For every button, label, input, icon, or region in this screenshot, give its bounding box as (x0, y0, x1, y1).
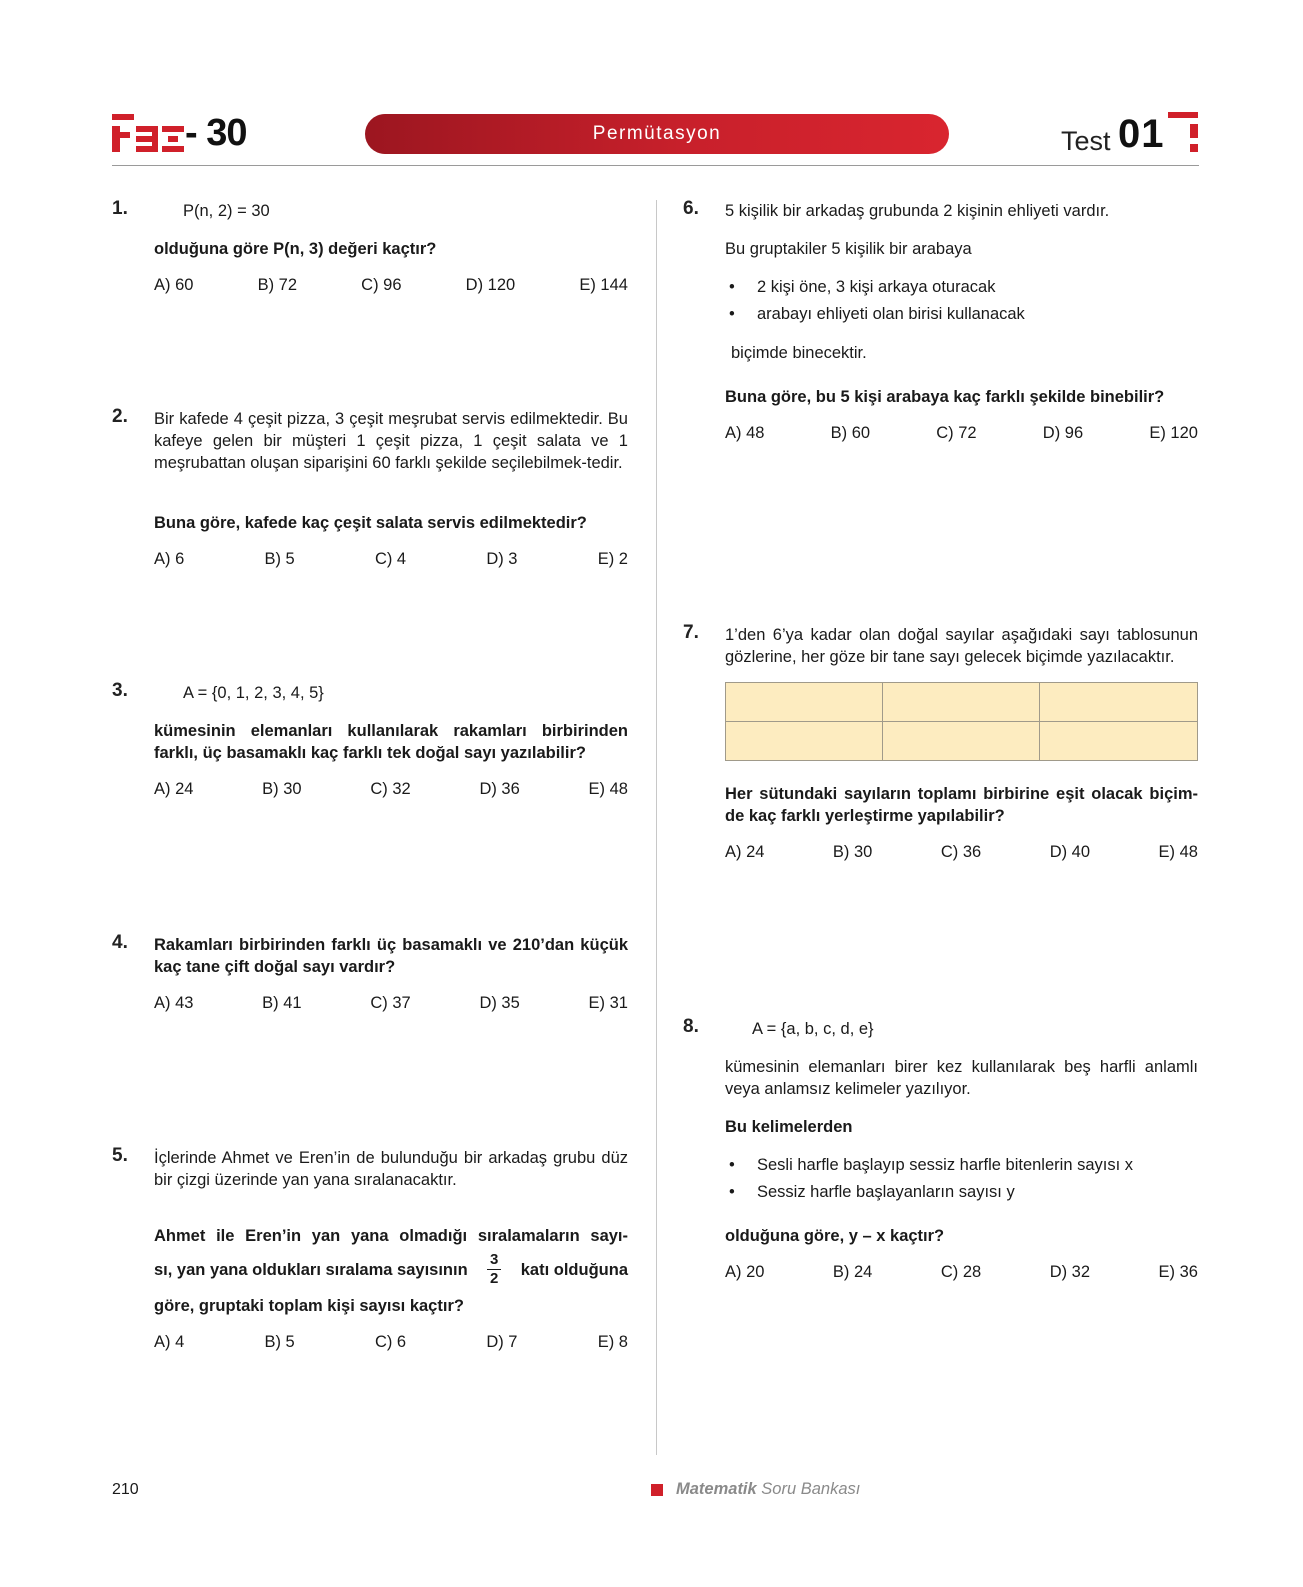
option-e[interactable]: E) 48 (588, 780, 628, 798)
question-prompt-line1: Ahmet ile Eren’in yan yana olmadığı sıralamaların sayı- (154, 1227, 628, 1245)
option-a[interactable]: A) 48 (725, 424, 765, 442)
option-e[interactable]: E) 8 (597, 1333, 628, 1351)
option-d[interactable]: D) 96 (1042, 424, 1084, 442)
table-cell (726, 722, 883, 761)
bullet-item (729, 303, 1025, 325)
question-number: 8. (683, 1016, 699, 1037)
question-text: kümesinin elemanları birer kez kullanılarak beş harfli anlamlı veya anlamsız kelimeler yazılıyor. (725, 1058, 1198, 1098)
number-table (725, 682, 1198, 761)
option-a[interactable]: A) 6 (154, 550, 185, 568)
answer-options (725, 843, 1198, 862)
logo-number: - 30 (185, 112, 247, 154)
option-c[interactable]: C) 28 (940, 1263, 982, 1281)
option-d[interactable]: D) 3 (486, 550, 518, 568)
answer-options (154, 780, 628, 799)
option-b[interactable]: B) 30 (262, 780, 302, 798)
option-e[interactable]: E) 36 (1158, 1263, 1198, 1281)
bullet-dot: • (729, 1156, 735, 1174)
question-text: biçimde binecektir. (731, 344, 867, 362)
option-b[interactable]: B) 72 (257, 276, 298, 294)
question-expression: P(n, 2) = 30 (183, 202, 270, 220)
option-c[interactable]: C) 72 (936, 424, 977, 442)
question-prompt: olduğuna göre, y – x kaçtır? (725, 1227, 945, 1245)
bullet-text: 2 kişi öne, 3 kişi arkaya oturacak (757, 278, 996, 296)
bullet-item (729, 276, 995, 298)
question-prompt: Her sütundaki sayıların toplamı birbirine eşit olacak biçim-de kaç farklı yerleştirme yapılabilir? (725, 785, 1198, 825)
bullet-dot: • (729, 1183, 735, 1201)
option-e[interactable]: E) 120 (1149, 424, 1198, 442)
page-number: 210 (112, 1481, 139, 1498)
question-prompt: Buna göre, bu 5 kişi arabaya kaç farklı şekilde binebilir? (725, 388, 1165, 406)
option-e[interactable]: E) 31 (588, 994, 628, 1012)
option-b[interactable]: B) 41 (262, 994, 302, 1012)
answer-options (154, 550, 628, 569)
option-c[interactable]: C) 32 (370, 780, 411, 798)
test-label: Test (1061, 126, 1111, 156)
table-cell (726, 683, 883, 722)
header-rule (112, 165, 1199, 166)
prompt-fragment: sı, yan yana oldukları sıralama sayısının (154, 1260, 468, 1279)
bullet-item (729, 1154, 1133, 1176)
option-b[interactable]: B) 5 (264, 550, 295, 568)
answer-options (725, 1263, 1198, 1282)
question-text: Bu gruptakiler 5 kişilik bir arabaya (725, 240, 972, 258)
answer-options (154, 1333, 628, 1352)
question-prompt: kümesinin elemanları kullanılarak rakamları birbirinden farklı, üç basamaklı kaç farklı tek doğal sayı yazılabilir? (154, 722, 628, 762)
option-c[interactable]: C) 36 (940, 843, 982, 861)
test-number: 01 (1118, 112, 1165, 156)
column-divider (656, 200, 657, 1455)
question-expression: A = {0, 1, 2, 3, 4, 5} (183, 684, 324, 702)
book-title (676, 1480, 860, 1499)
option-a[interactable]: A) 4 (154, 1333, 185, 1351)
bullet-text: Sessiz harfle başlayanların sayısı y (757, 1183, 1015, 1201)
option-e[interactable]: E) 48 (1158, 843, 1198, 861)
question-number: 6. (683, 198, 699, 219)
question-number: 7. (683, 622, 699, 643)
option-b[interactable]: B) 60 (830, 424, 871, 442)
table-cell (883, 683, 1040, 722)
book-title-rest: Soru Bankası (761, 1480, 861, 1498)
bullet-dot: • (729, 305, 735, 323)
option-d[interactable]: D) 36 (479, 780, 520, 798)
option-c[interactable]: C) 37 (370, 994, 411, 1012)
option-d[interactable]: D) 7 (486, 1333, 518, 1351)
bullet-dot: • (729, 278, 735, 296)
answer-options (154, 276, 628, 295)
question-text: 5 kişilik bir arkadaş grubunda 2 kişinin ehliyeti vardır. (725, 202, 1110, 220)
option-e[interactable]: E) 144 (579, 276, 628, 294)
question-expression: A = {a, b, c, d, e} (752, 1020, 874, 1038)
question-number: 1. (112, 198, 128, 219)
option-e[interactable]: E) 2 (597, 550, 628, 568)
option-a[interactable]: A) 60 (154, 276, 194, 294)
option-a[interactable]: A) 43 (154, 994, 194, 1012)
option-d[interactable]: D) 35 (479, 994, 520, 1012)
option-a[interactable]: A) 24 (154, 780, 194, 798)
question-text: 1’den 6’ya kadar olan doğal sayılar aşağıdaki sayı tablosunun gözlerine, her göze bir tane sayı gelecek biçimde yazılacaktır. (725, 626, 1198, 666)
question-number: 4. (112, 932, 128, 953)
table-cell (1040, 683, 1197, 722)
question-number: 5. (112, 1145, 128, 1166)
bullet-text: Sesli harfle başlayıp sessiz harfle bitenlerin sayısı x (757, 1156, 1134, 1174)
option-d[interactable]: D) 120 (465, 276, 516, 294)
question-prompt: olduğuna göre P(n, 3) değeri kaçtır? (154, 240, 437, 258)
fraction (487, 1252, 501, 1287)
book-title-bold: Matematik (676, 1480, 757, 1498)
question-text: İçlerinde Ahmet ve Eren’in de bulunduğu bir arkadaş grubu düz bir çizgi üzerinde yan yana sıralanacaktır. (154, 1149, 628, 1189)
table-cell (883, 722, 1040, 761)
question-number: 3. (112, 680, 128, 701)
option-d[interactable]: D) 40 (1049, 843, 1091, 861)
bullet-item (729, 1181, 1015, 1203)
option-c[interactable]: C) 4 (374, 550, 407, 568)
option-a[interactable]: A) 20 (725, 1263, 765, 1281)
test-logo-mark (1168, 112, 1200, 154)
question-text: Bir kafede 4 çeşit pizza, 3 çeşit meşrubat servis edilmektedir. Bu kafeye gelen bir müşteri 1 çeşit pizza, 1 çeşit salata ve 1 meşrubattan oluşan siparişini 60 farklı şekilde seçilebilmek-tedir. (154, 410, 628, 472)
option-c[interactable]: C) 6 (374, 1333, 407, 1351)
question-prompt-line3: göre, gruptaki toplam kişi sayısı kaçtır? (154, 1297, 464, 1315)
fraction-denominator: 2 (490, 1270, 499, 1287)
option-b[interactable]: B) 5 (264, 1333, 295, 1351)
option-b[interactable]: B) 30 (832, 843, 873, 861)
option-a[interactable]: A) 24 (725, 843, 765, 861)
answer-options (725, 424, 1198, 443)
fraction-numerator: 3 (490, 1251, 499, 1268)
question-number: 2. (112, 406, 128, 427)
topic-banner: Permütasyon (365, 114, 949, 154)
answer-options (154, 994, 628, 1013)
question-prompt: Rakamları birbirinden farklı üç basamaklı ve 210’dan küçük kaç tane çift doğal sayı vardır? (154, 936, 628, 976)
option-d[interactable]: D) 32 (1049, 1263, 1091, 1281)
question-lead: Bu kelimelerden (725, 1118, 853, 1136)
bullet-text: arabayı ehliyeti olan birisi kullanacak (757, 305, 1025, 323)
option-c[interactable]: C) 96 (361, 276, 402, 294)
question-prompt-line2 (154, 1252, 628, 1287)
question-prompt: Buna göre, kafede kaç çeşit salata servis edilmektedir? (154, 514, 587, 532)
footer-square-icon (651, 1484, 663, 1496)
option-b[interactable]: B) 24 (832, 1263, 873, 1281)
prompt-fragment: katı olduğuna (520, 1260, 628, 1279)
table-cell (1040, 722, 1197, 761)
